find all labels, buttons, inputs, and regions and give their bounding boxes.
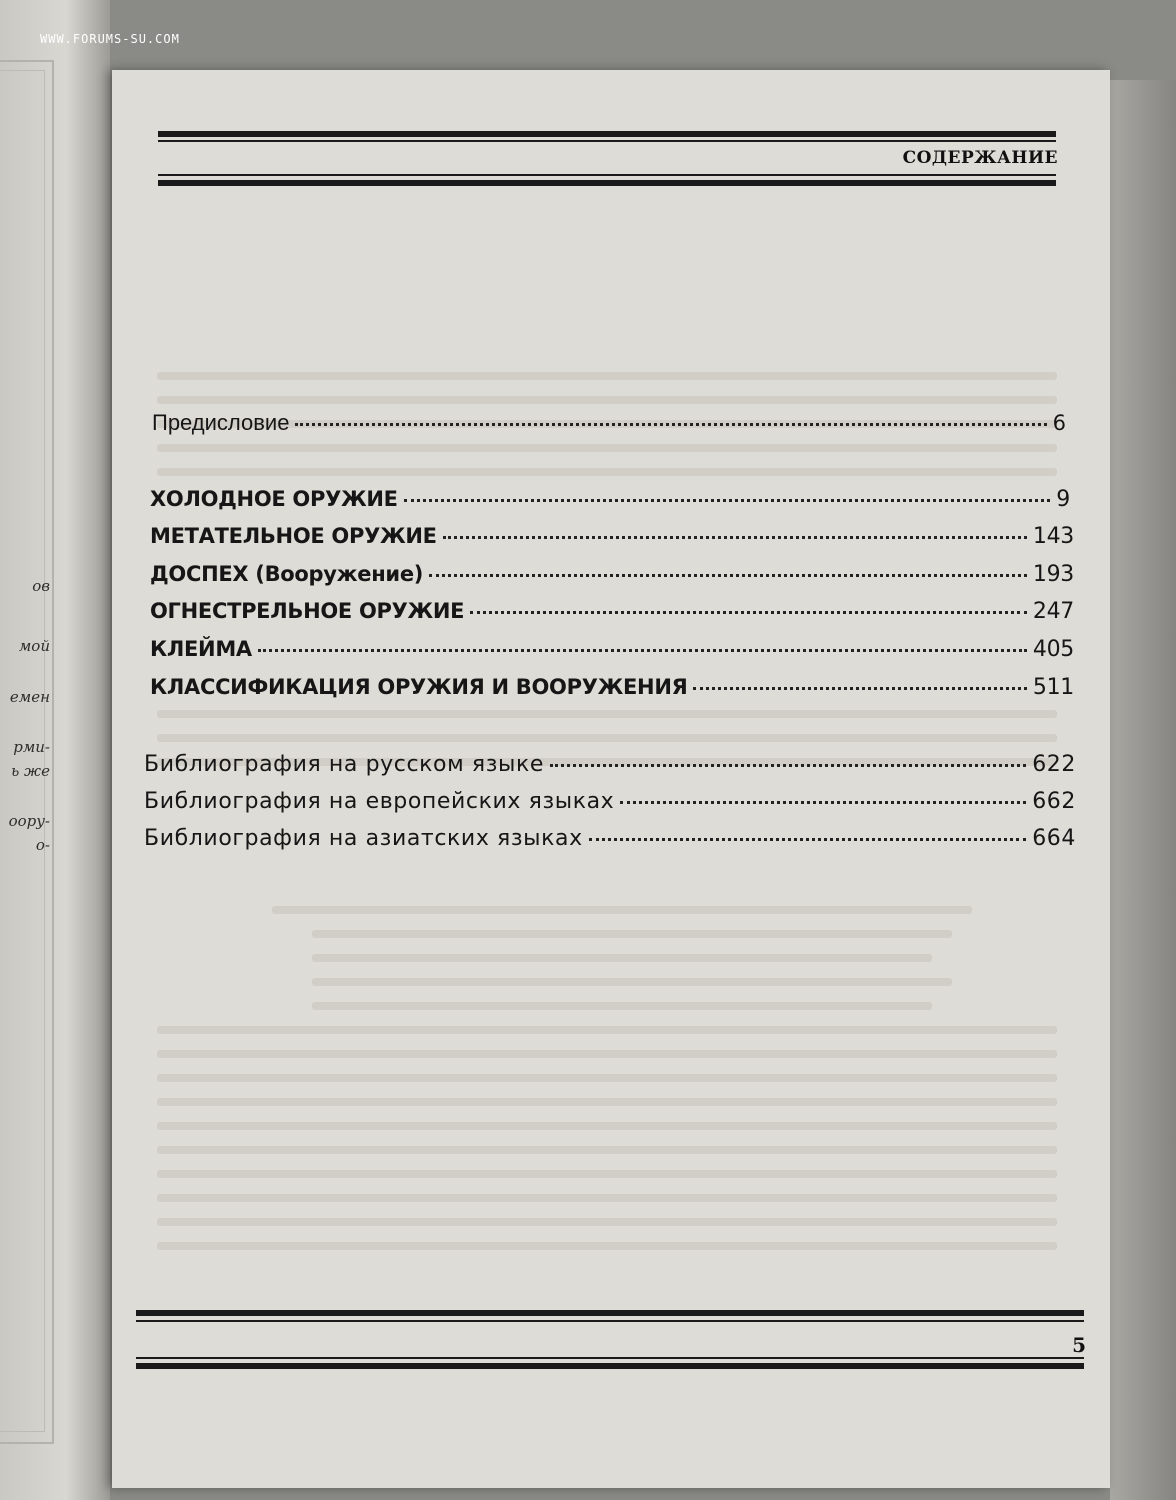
toc-entry-title: ХОЛОДНОЕ ОРУЖИЕ [150,487,398,511]
toc-entry-title: Предисловие [152,410,290,435]
facing-page-fragment: рми- [13,738,50,756]
toc-entry-page: 193 [1032,562,1074,587]
toc-leader-dots [589,838,1026,841]
facing-page-fragment: ов [32,577,50,595]
toc-entry-page: 662 [1032,789,1076,814]
toc-leader-dots [443,536,1027,539]
toc-entry-section [150,524,1074,549]
toc-entry-section [150,637,1074,662]
header-rule-thin [158,140,1056,142]
toc-entry-section [150,599,1074,624]
footer-rule-thin [136,1320,1084,1322]
toc-entry-page: 247 [1032,599,1074,624]
toc-entry-title: Библиография на европейских языках [144,789,615,814]
page-title: СОДЕРЖАНИЕ [902,148,1058,168]
facing-page-fragment: ooру- [8,812,50,830]
toc-entry-title: ОГНЕСТРЕЛЬНОЕ ОРУЖИЕ [150,599,465,623]
toc-entry-title: Библиография на русском языке [144,752,545,777]
page-edge [1110,80,1176,1500]
toc-entry-section [150,562,1074,587]
facing-page-fragment: мой [18,637,50,655]
toc-entry-preface [152,410,1066,436]
toc-entry-title: МЕТАТЕЛЬНОЕ ОРУЖИЕ [150,524,437,548]
toc-entry-page: 6 [1052,411,1066,435]
footer-rule-thin-bottom [136,1357,1084,1359]
book-page [112,70,1110,1488]
toc-leader-dots [693,687,1026,690]
toc-entry-page: 622 [1032,752,1076,777]
footer-rule-top [136,1310,1084,1316]
toc-leader-dots [429,574,1027,577]
toc-leader-dots [258,649,1027,652]
toc-entry-title: КЛАССИФИКАЦИЯ ОРУЖИЯ И ВООРУЖЕНИЯ [150,675,688,699]
toc-entry-title: ДОСПЕХ (Вооружение) [150,562,424,586]
page-number: 5 [1072,1333,1086,1357]
toc-entry-bibliography [144,789,1076,814]
toc-leader-dots [550,764,1026,767]
facing-page-fragment: емен [9,688,50,706]
toc-entry-title: Библиография на азиатских языках [144,826,583,851]
toc-entry-page: 143 [1032,524,1074,549]
toc-leader-dots [620,801,1026,804]
toc-entry-bibliography [144,752,1076,777]
footer-rule-bottom [136,1363,1084,1369]
toc-entry-page: 511 [1032,675,1074,700]
toc-entry-section [150,487,1070,512]
header-rule-thin-bottom [158,174,1056,176]
watermark: WWW.FORUMS-SU.COM [40,32,180,46]
toc-entry-page: 664 [1032,826,1076,851]
header-rule-top [158,131,1056,137]
header-rule-bottom [158,180,1056,186]
toc-leader-dots [404,499,1051,502]
toc-entry-title: КЛЕЙМА [150,637,252,661]
toc-entry-bibliography [144,826,1076,851]
toc-leader-dots [470,611,1027,614]
toc-entry-section [150,675,1074,700]
toc-entry-page: 405 [1032,637,1074,662]
facing-page-fragment: ь же [11,762,50,780]
facing-page [0,0,110,1500]
facing-page-fragment: о- [35,836,50,854]
toc-leader-dots [295,423,1046,426]
toc-entry-page: 9 [1056,487,1070,512]
